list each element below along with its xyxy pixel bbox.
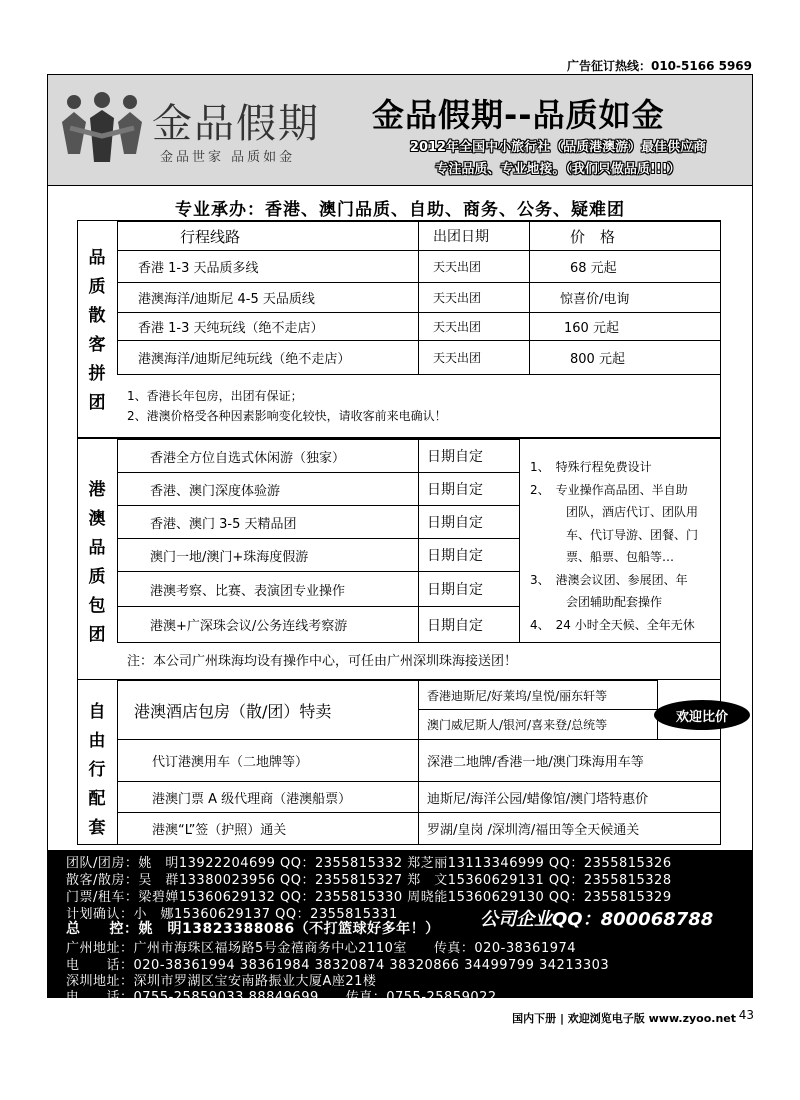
tour-route-3: 香港 1-3 天纯玩线（绝不走店）	[117, 312, 419, 341]
contact-line-9: 电 话：0755-25859033 88849699 传真：0755-25859022	[66, 990, 497, 1005]
package-route-4: 澳门一地/澳门+珠海度假游	[117, 538, 419, 572]
package-route-1: 香港全方位自选式休闲游（独家）	[117, 439, 419, 473]
package-route-2: 香港、澳门深度体验游	[117, 472, 419, 506]
hotel-mo: 澳门威尼斯人/银河/喜来登/总统等	[418, 709, 658, 740]
package-route-3: 香港、澳门 3-5 天精品团	[117, 505, 419, 539]
contact-line-1: 团队/团房：姚 明13922204699 QQ：2355815332 郑芝丽13113346999 QQ：2355815326	[66, 856, 672, 871]
service-right-1: 深港二地牌/香港一地/澳门珠海用车等	[418, 739, 721, 782]
package-route-6: 港澳+广深珠会议/公务连线考察游	[117, 606, 419, 643]
contact-line-8: 深圳地址：深圳市罗湖区宝安南路振业大厦A座21楼	[66, 974, 377, 989]
service-left-1: 代订港澳用车（二地牌等）	[117, 739, 419, 782]
service-title: 专业承办：香港、澳门品质、自助、商务、公务、疑难团	[175, 200, 625, 220]
package-date-4: 日期自定	[418, 538, 520, 572]
hotel-title: 港澳酒店包房（散/团）特卖	[117, 680, 419, 740]
service-right-2: 迪斯尼/海洋公园/蜡像馆/澳门塔特惠价	[418, 781, 721, 813]
contact-line-7: 电 话：020-38361994 38361984 38320874 38320866 34499799 34213303	[66, 958, 610, 973]
section2-label: 港 澳 品 质 包 团	[88, 480, 106, 645]
contact-line-4: 计划确认：小 娜15360629137 QQ：2355815331	[66, 907, 398, 922]
subtitle-line-1: 2012年全国中小旅行社（品质港澳游）最佳供应商	[409, 140, 707, 155]
logo-people-icon	[60, 92, 144, 164]
footer-text: 国内下册 | 欢迎浏览电子版 www.zyoo.net	[512, 1012, 736, 1025]
subtitle-line-2: 专注品质、专业地接。（我们只做品质!!!）	[435, 162, 681, 177]
main-title: 金品假期--品质如金	[372, 96, 665, 134]
package-date-5: 日期自定	[418, 571, 520, 607]
logo-subtitle: 金品世家 品质如金	[160, 150, 296, 165]
tour-route-1: 香港 1-3 天品质多线	[117, 250, 419, 283]
welcome-compare-badge: 欢迎比价	[654, 700, 750, 730]
service-left-3: 港澳“L”签（护照）通关	[117, 812, 419, 845]
contact-line-6: 广州地址：广州市海珠区福场路5号金禧商务中心2110室 传真：020-38361974	[66, 941, 577, 956]
tour-date-3: 天天出团	[418, 312, 530, 341]
contact-line-3: 门票/租车：梁碧婵15360629132 QQ：2355815330 周晓能15360629130 QQ：2355815329	[66, 890, 672, 905]
contact-line-2: 散客/散房：吴 群13380023956 QQ：2355815327 郑 文15360629131 QQ：2355815328	[66, 873, 672, 888]
package-date-1: 日期自定	[418, 439, 520, 473]
package-date-3: 日期自定	[418, 505, 520, 539]
tour-date-2: 天天出团	[418, 282, 530, 313]
contact-line-5: 总 控：姚 明13823388086（不打篮球好多年！）	[66, 921, 440, 937]
section2-note: 注：本公司广州珠海均设有操作中心，可任由广州深圳珠海接送团！	[127, 654, 518, 669]
header-date: 出团日期	[418, 221, 530, 251]
package-date-2: 日期自定	[418, 472, 520, 506]
tour-price-1: 68 元起	[529, 250, 721, 283]
package-features: 1、 特殊行程免费设计 2、 专业操作高品团、半自助 团队，酒店代订、团队用 车、代订导游、团餐、门 票、船票、包船等… 3、 港澳会议团、参展团、年 会团辅助配套操作 4、 24 小时全天候、全年无休	[530, 460, 699, 632]
page-number: 43	[738, 1008, 754, 1022]
tour-date-1: 天天出团	[418, 250, 530, 283]
ad-hotline: 广告征订热线：010-5166 5969	[566, 59, 752, 73]
section3-label: 自 由 行 配 套	[88, 702, 106, 838]
tour-price-4: 800 元起	[529, 340, 721, 375]
company-qq: 公司企业QQ：800068788	[480, 909, 714, 930]
section1-note-1: 1、香港长年包房，出团有保证；	[127, 389, 303, 403]
tour-price-2: 惊喜价/电询	[529, 282, 721, 313]
hotel-hk: 香港迪斯尼/好莱坞/皇悦/丽东轩等	[418, 680, 658, 710]
tour-price-3: 160 元起	[529, 312, 721, 341]
service-right-3: 罗湖/皇岗 /深圳湾/福田等全天候通关	[418, 812, 721, 845]
header-route: 行程线路	[117, 221, 419, 251]
tour-date-4: 天天出团	[418, 340, 530, 375]
package-route-5: 港澳考察、比赛、表演团专业操作	[117, 571, 419, 607]
logo-title: 金品假期	[152, 101, 320, 147]
package-date-6: 日期自定	[418, 606, 520, 643]
service-left-2: 港澳门票 A 级代理商（港澳船票）	[117, 781, 419, 813]
header-price: 价 格	[529, 221, 721, 251]
tour-route-2: 港澳海洋/迪斯尼 4-5 天品质线	[117, 282, 419, 313]
tour-route-4: 港澳海洋/迪斯尼纯玩线（绝不走店）	[117, 340, 419, 375]
section1-label: 品 质 散 客 拼 团	[88, 248, 106, 413]
section1-note-2: 2、港澳价格受各种因素影响变化较快，请收客前来电确认！	[127, 409, 447, 423]
section1-notes	[127, 386, 447, 426]
